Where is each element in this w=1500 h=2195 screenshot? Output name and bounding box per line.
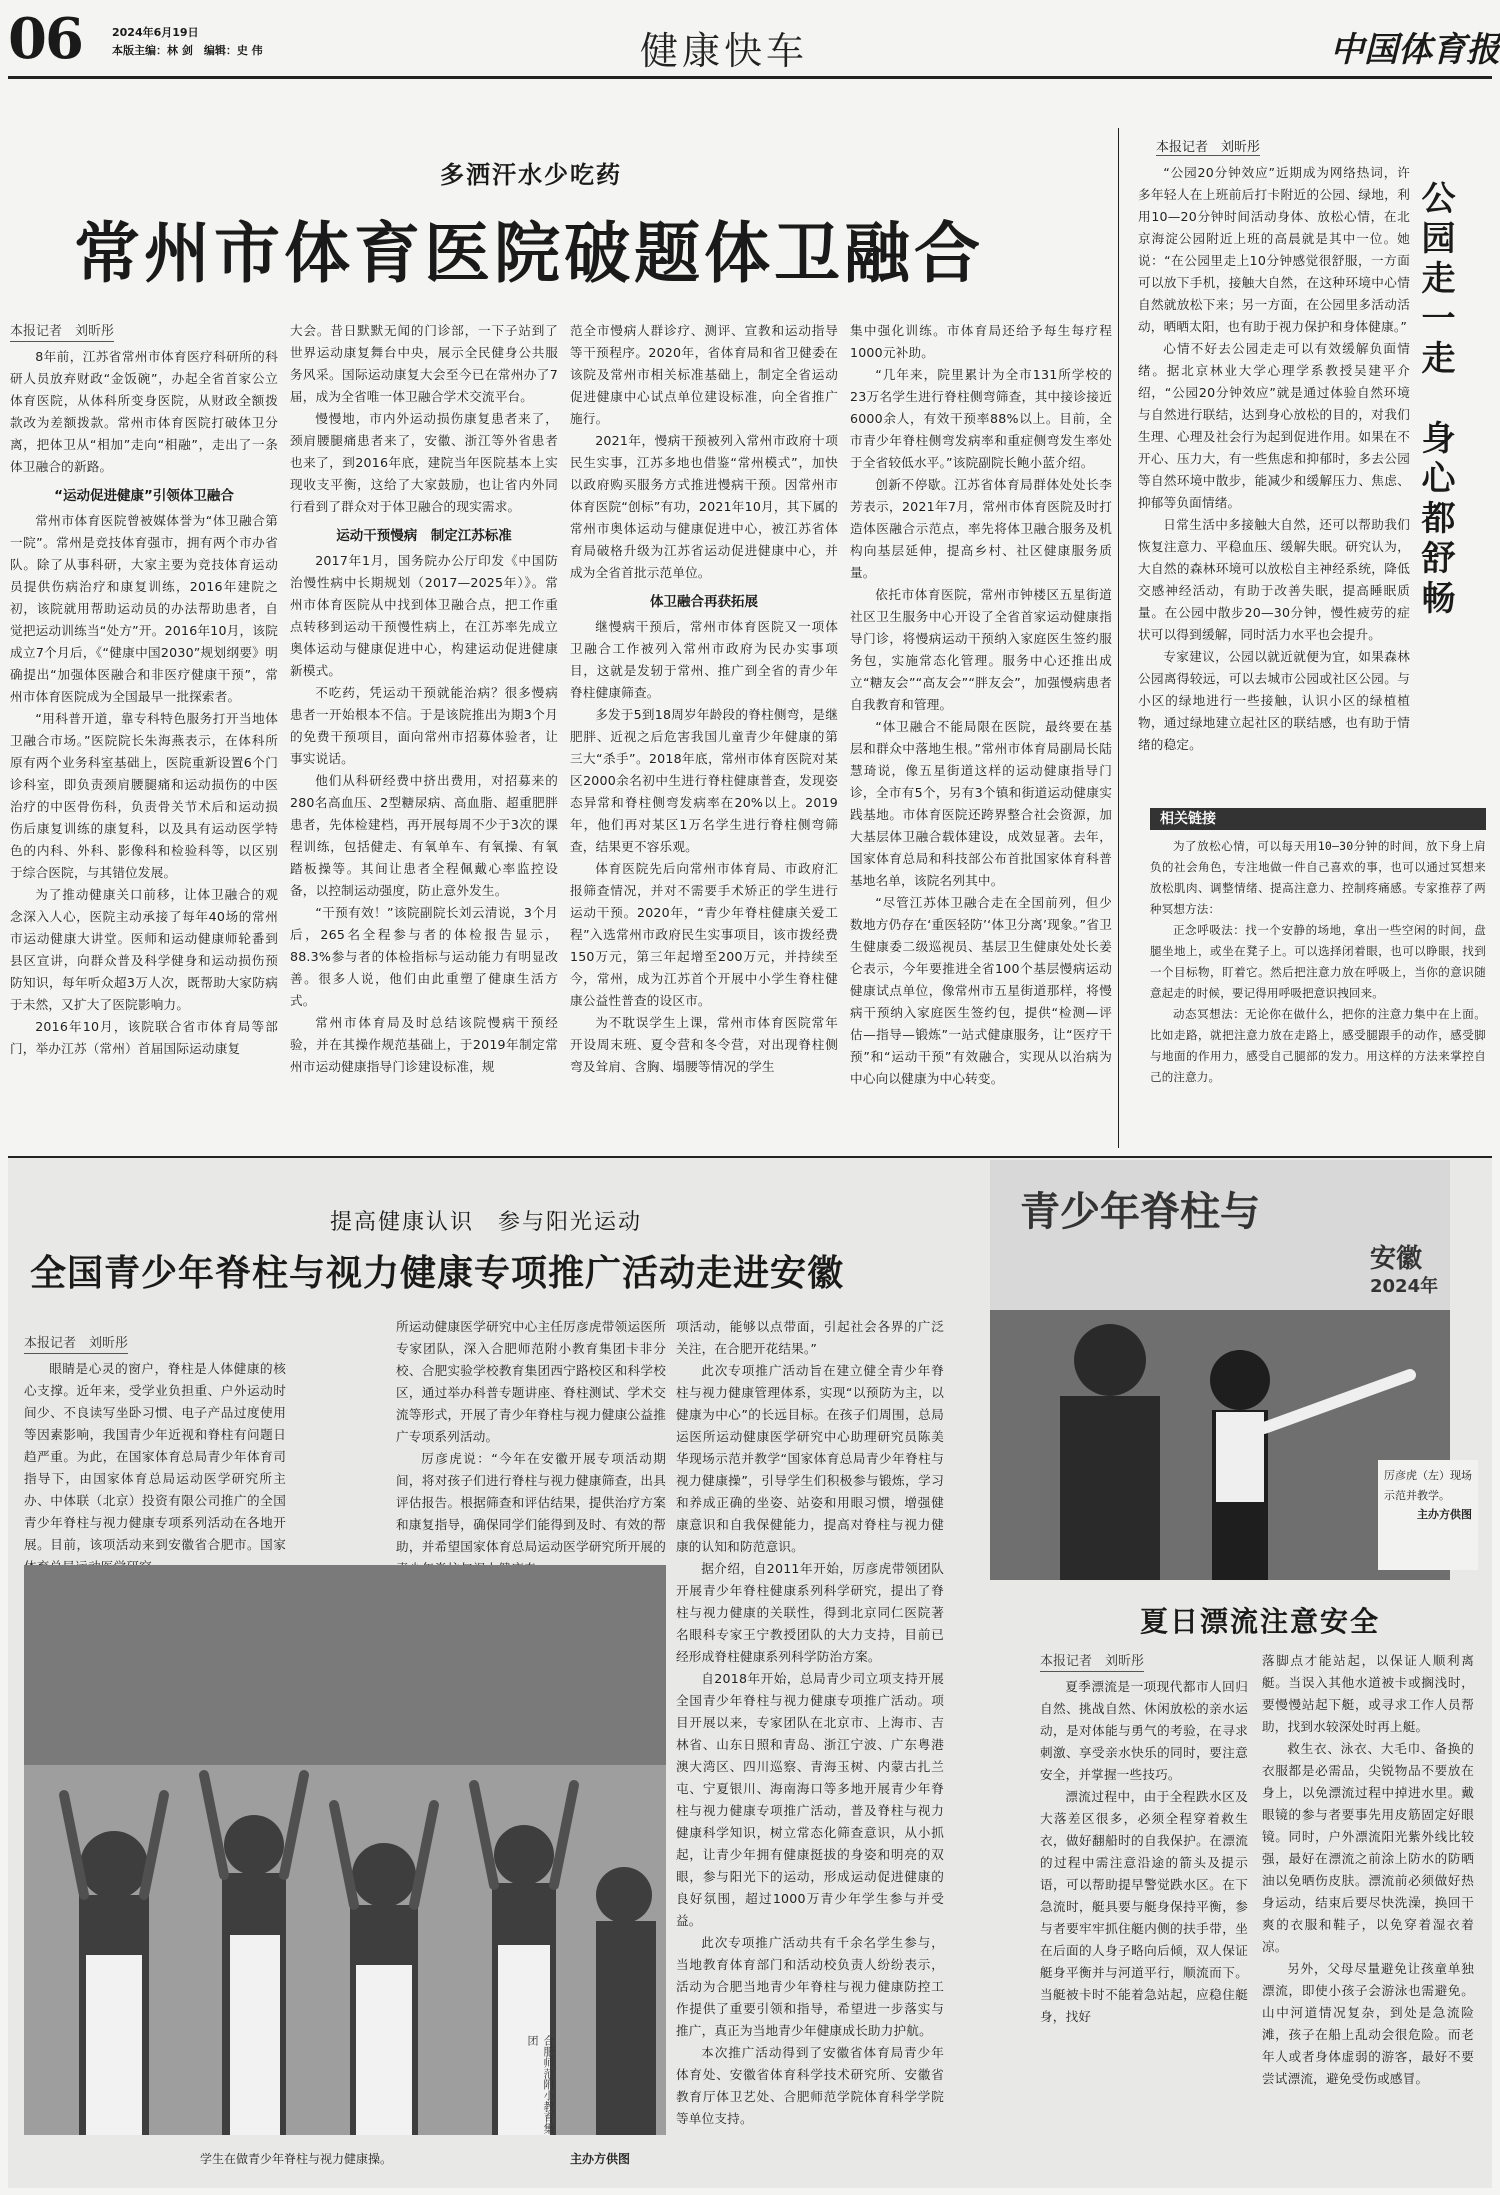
article1-col4 (850, 320, 1112, 1150)
paragraph: 大会。昔日默默无闻的门诊部，一下子站到了世界运动康复舞台中央，展示全民健身公共服务风采。国际运动康复大会至今已在常州办了7届，成为全省唯一体卫融合学术交流平台。 (290, 323, 558, 404)
article1-col1 (10, 320, 278, 1150)
paragraph: 2017年1月，国务院办公厅印发《中国防治慢性病中长期规划（2017—2025年）》。常州市体育医院从中找到体卫融合点，把工作重点转移到运动干预慢性病上，在江苏率先成立奥体运动与健康促进中心，构建运动促进健康新模式。 (290, 553, 558, 678)
paragraph: 依托市体育医院，常州市钟楼区五星街道社区卫生服务中心开设了全省首家运动健康指导门诊，将慢病运动干预纳入家庭医生签约服务包，实施常态化管理。服务中心还推出成立“糖友会”“高友会”“胖友会”，加强慢病患者自我教育和管理。 (850, 587, 1112, 712)
sidebar-byline: 本报记者 刘昕彤 (1156, 136, 1260, 156)
article1-col3 (570, 320, 838, 1150)
paragraph: 自2018年开始，总局青少司立项支持开展全国青少年脊柱与视力健康专项推广活动。项目开展以来，专家团队在北京市、上海市、吉林省、山东日照和青岛、浙江宁波、广东粤港澳大湾区、四川巡察、青海玉树、内蒙古扎兰屯、宁夏银川、海南海口等多地开展青少年脊柱与视力健康专项推广活动，普及脊柱与视力健康科学知识，树立常态化筛查意识，从小抓起，让青少年拥有健康挺拔的身姿和明亮的双眼，参与阳光下的运动，形成运动促进健康的良好氛围，超过1000万青少年学生参与并受益。 (676, 1671, 944, 1928)
subheading: “运动促进健康”引领体卫融合 (54, 488, 234, 504)
photo2-credit: 主办方供图 (1417, 1508, 1472, 1521)
sidebar-divider (1118, 128, 1119, 1148)
paragraph: 正念呼吸法：找一个安静的场地，拿出一些空闲的时间，盘腿坐地上，或坐在凳子上。可以选择闭着眼，也可以睁眼，找到一个目标物，盯着它。然后把注意力放在呼吸上，当你的意识随意起走的时候，要记得用呼吸把意识拽回来。 (1150, 923, 1486, 1000)
paragraph: “公园20分钟效应”近期成为网络热词，许多年轻人在上班前后打卡附近的公园、绿地，利用10—20分钟时间活动身体、放松心情，在北京海淀公园附近上班的高晨就是其中一位。她说：“在公园里走上10分钟感觉很舒服，一方面可以放下手机，接触大自然，在这种环境中心情自然就放松下来；另一方面，在公园里多活动活动，晒晒太阳，也有助于视力保护和身体健康。” (1138, 165, 1410, 334)
banner-province: 安徽 (1370, 1244, 1423, 1274)
article2-kicker: 提高健康认识 参与阳光运动 (330, 1210, 643, 1235)
paragraph: 2021年，慢病干预被列入常州市政府十项民生实事，江苏多地也借鉴“常州模式”，加快以政府购买服务方式推进慢病干预。因常州市体育医院“创标”有功，2021年10月，其下属的常州市奥体运动与健康促进中心，被江苏省体育局破格升级为江苏省运动促进健康中心，并成为全省首批示范单位。 (570, 433, 838, 580)
banner-text: 青少年脊柱与 (1020, 1189, 1260, 1235)
paragraph: “几年来，院里累计为全市131所学校的23万名学生进行脊柱侧弯筛查，其中接诊接近6000余人，有效干预率88%以上。目前，全市青少年脊柱侧弯发病率和重症侧弯发生率处于全省较低水平。”该院副院长鲍小蓝介绍。 (850, 367, 1112, 470)
article3-byline: 本报记者 刘昕彤 (1040, 1650, 1144, 1672)
article3-col2 (1262, 1650, 1474, 2190)
paragraph: 为了推动健康关口前移，让体卫融合的观念深入人心，医院主动承接了每年40场的常州市运动健康大讲堂。医师和运动健康师轮番到县区宣讲，向群众普及科学健身和运动损伤预防知识，每年听众超3万人次，既帮助大家防病于未然，又扩大了医院影响力。 (10, 887, 278, 1012)
page-number: 06 (8, 6, 82, 72)
article1-kicker: 多洒汗水少吃药 (440, 161, 622, 189)
article3-col1 (1040, 1650, 1248, 2190)
paragraph: 慢慢地，市内外运动损伤康复患者来了，颈肩腰腿痛患者来了，安徽、浙江等外省患者也来了，到2016年底，建院当年医院基本上实现收支平衡，这给了大家鼓励，也让省内外同行看到了群众对于体卫融合的现实需求。 (290, 411, 558, 514)
paragraph: 常州市体育局及时总结该院慢病干预经验，并在其操作规范基础上，于2019年制定常州市运动健康指导门诊建设标准，规 (290, 1015, 558, 1074)
paragraph: 为不耽误学生上课，常州市体育医院常年开设周末班、夏令营和冬令营，对出现脊柱侧弯及耸肩、含胸、塌腰等情况的学生 (570, 1015, 838, 1074)
links-body (1150, 836, 1486, 1148)
paragraph: 眼睛是心灵的窗户，脊柱是人体健康的核心支撑。近年来，受学业负担重、户外运动时间少、不良读写坐卧习惯、电子产品过度使用等因素影响，我国青少年近视和脊柱有问题日趋严重。为此，在国家体育总局青少年体育司指导下，由国家体育总局运动医学研究所主办、中体联（北京）投资有限公司推广的全国青少年脊柱与视力健康专项系列活动在各地开展。目前，该项活动来到安徽省合肥市。国家 (24, 1361, 286, 1552)
paragraph: 范全市慢病人群诊疗、测评、宣教和运动指导等干预程序。2020年，省体育局和省卫健委在该院及常州市相关标准基础上，制定全省运动促进健康中心试点单位建设标准，向全省推广施行。 (570, 323, 838, 426)
shirt-lettering: 合肥师范附小教育集团 (526, 2035, 555, 2134)
article1-headline: 常州市体育医院破题体卫融合 (74, 215, 984, 292)
section-title: 健康快车 (640, 29, 809, 73)
paragraph: 2016年10月，该院联合省市体育局等部门，举办江苏（常州）首届国际运动康复 (10, 1019, 278, 1056)
paragraph: 心情不好去公园走走可以有效缓解负面情绪。据北京林业大学心理学系教授吴建平介绍，“公园20分钟效应”就是通过体验自然环境与自然进行联结，达到身心放松的目的，对我们生理、心理及社会行为起到促进作用。如果在不开心、压力大，有一些焦虑和抑郁时，多去公园等自然环境中散步，能减少和缓解压力、焦虑、抑郁等负面情绪。 (1138, 341, 1410, 510)
students-exercise-photo (24, 1565, 666, 2135)
photo-illustration (24, 1565, 666, 2135)
article1-byline: 本报记者 刘昕彤 (10, 320, 114, 342)
article1-col2 (290, 320, 558, 1150)
paragraph: 日常生活中多接触大自然，还可以帮助我们恢复注意力、平稳血压、缓解失眠。研究认为，大自然的森林环境可以放松自主神经系统，降低交感神经活动，有助于改善失眠，提高睡眠质量。在公园中散步20—30分钟，慢性疲劳的症状可以得到缓解，同时活力水平也会提升。 (1138, 517, 1410, 642)
photo-caption: 学生在做青少年脊柱与视力健康操。 (200, 2152, 393, 2166)
paragraph: 不吃药，凭运动干预就能治病？很多慢病患者一开始根本不信。于是该院推出为期3个月的免费干预项目，面向常州市招募体验者，让事实说话。 (290, 685, 558, 766)
masthead-rule (8, 76, 1492, 79)
paragraph: 创新不停歇。江苏省体育局群体处处长李芳表示，2021年7月，常州市体育医院及时打造体医融合示范点，率先将体卫融合服务及机构向基层延伸，提高乡村、社区健康服务质量。 (850, 477, 1112, 580)
paper-name: 中国体育报 (1330, 30, 1500, 70)
paragraph: 厉彦虎说：“今年在安徽开展专项活动期间，将对孩子们进行脊柱与视力健康筛查，出具评估报告。根据筛查和评估结果，提供治疗方案和康复指导，确保同学们能得到及时、有效的帮助，并希望国家体育总局运动医学研究所开展的 (396, 1451, 666, 1554)
paragraph: 救生衣、泳衣、大毛巾、备换的衣服都是必需品，尖锐物品不要放在身上，以免漂流过程中掉进水里。戴眼镜的参与者要事先用皮筋固定好眼镜。同时，户外漂流阳光紫外线比较强，最好在漂流之前涂上防水的防晒油以免晒伤皮肤。漂流前必须做好热身运动，结束后要尽快洗澡，换回干爽的衣服和鞋子，以免穿着湿衣着凉。 (1262, 1741, 1474, 1954)
paragraph: 漂流过程中，由于全程跌水区及大落差区很多，必须全程穿着救生衣，做好翻船时的自我保护。在漂流的过程中需注意沿途的箭头及提示语，可以帮助提早警觉跌水区。在下急流时，艇具要与艇身保持平衡，参与者要牢牢抓住艇内侧的扶手带，坐在后面的人身子略向后倾，双人保证艇身平衡并与河道平行，顺流而下。当艇被卡时不能着急站起，应稳住艇身，找好 (1040, 1789, 1248, 2024)
article2-col2 (396, 1316, 666, 1572)
article2-byline: 本报记者 刘昕彤 (24, 1332, 128, 1354)
paragraph: “用科普开道，靠专科特色服务打开当地体卫融合市场。”医院院长朱海燕表示，在体科所原有两个业务科室基础上，医院重新设置6个门诊科室，即负责颈肩腰腿痛和运动损伤的中医治疗的中医骨伤科，负责骨关节术后和运动损伤后康复训练的康复科，以及具有运动医学特色的内科、外科、影像科和检验科等，以区别于综合医院，与其错位发展。 (10, 711, 278, 880)
paragraph: “干预有效！”该院副院长刘云清说，3个月后，265名全程参与者的体检报告显示，88.3%参与者的体检指标与运动能力有明显改善。很多人说，他们由此重塑了健康生活方式。 (290, 905, 558, 1008)
issue-date: 2024年6月19日 (112, 26, 199, 39)
paragraph: 继慢病干预后，常州市体育医院又一项体卫融合工作被列入常州市政府为民办实事项目，这就是发轫于常州、推广到全省的青少年脊柱健康筛查。 (570, 619, 838, 700)
subheading: 体卫融合再获拓展 (650, 594, 758, 610)
paragraph: 本次推广活动得到了安徽省体育局青少年体育处、安徽省体育科学技术研究所、安徽省教育厅体卫艺处、合肥师范学院体育科学学院等单位支持。 (676, 2045, 944, 2126)
photo-credit: 主办方供图 (570, 2152, 631, 2166)
paragraph: 另外，父母尽量避免让孩童单独漂流，即使小孩子会游泳也需避免。山中河道情况复杂，到处是急流险滩，孩子在船上乱动会很危险。而老年人或者身体虚弱的游客，最好不要尝试漂流，避免受伤或感冒。 (1262, 1961, 1474, 2086)
paragraph: 项活动，能够以点带面，引起社会各界的广泛关注，在合肥开花结果。” (676, 1319, 944, 1356)
article2-col1 (24, 1332, 286, 1572)
paragraph: 动态冥想法：无论你在做什么，把你的注意力集中在上面。比如走路，就把注意力放在走路上，感受腿跟手的动作，感受脚与地面的作用力，感受自己腿部的发力。用这样的方法来掌控自己的注意力。 (1150, 1007, 1486, 1084)
paragraph: 据介绍，自2011年开始，厉彦虎带领团队开展青少年脊柱健康系列科学研究，提出了脊柱与视力健康的关联性，得到北京同仁医院著名眼科专家王宁教授团队的大力支持，目前已经形成脊柱健康系列科学防治方案。 (676, 1561, 944, 1664)
paragraph: 8年前，江苏省常州市体育医疗科研所的科研人员放弃财政“金饭碗”，办起全省首家公立体育医院，从体科所变身医院，从财政全额拨款改为差额拨款。常州市体育医院打破体卫分离，把体卫从“相加”走向“相融”，走出了一条体卫融合的新路。 (10, 349, 278, 474)
paragraph: “体卫融合不能局限在医院，最终要在基层和群众中落地生根。”常州市体育局副局长陆慧琦说，像五星街道这样的运动健康指导门诊，全市有5个，另有3个镇和街道运动健康实践基地。市体育医院还跨界整合社会资源，加大基层体卫融合载体建设，成效显著。去年，国家体育总局和科技部公布首批国家体育科普基地名单，该院名列其中。 (850, 719, 1112, 888)
paragraph: 此次专项推广活动共有千余名学生参与，当地教育体育部门和活动校负责人纷纷表示，活动为合肥当地青少年脊柱与视力健康防控工作提供了重要引领和指导，希望进一步落实与推广，真正为当地青少年健康成长助力护航。 (676, 1935, 944, 2038)
paragraph: 为了放松心情，可以每天用10—30分钟的时间，放下身上肩负的社会角色，专注地做一件自己喜欢的事，也可以通过冥想来放松肌肉、调整情绪、提高注意力、控制疼痛感。专家推荐了两种冥想方法： (1150, 839, 1486, 916)
paragraph: 集中强化训练。市体育局还给予每生每疗程1000元补助。 (850, 323, 1112, 360)
paragraph: 此次专项推广活动旨在建立健全青少年脊柱与视力健康管理体系，实现“以预防为主，以健康为中心”的长远目标。在孩子们周围，总局运医所运动健康医学研究中心助理研究员陈美华现场示范并教学“国家体育总局青少年脊柱与视力健康操”，引导学生们积极参与锻炼，学习和养成正确的坐姿、站姿和用眼习惯，增强健康意识和自我保健能力，提高对脊柱与视力健康的认知和防范意识。 (676, 1363, 944, 1554)
paragraph: 多发于5到18周岁年龄段的脊柱侧弯，是继肥胖、近视之后危害我国儿童青少年健康的第三大“杀手”。2018年底，常州市体育医院对某区2000余名初中生进行脊柱健康普查，发现姿态异常和脊柱侧弯发病率在20%以上。2019年，他们再对某区1万名学生进行脊柱侧弯筛查，结果更不容乐观。 (570, 707, 838, 854)
paragraph: 他们从科研经费中挤出费用，对招募来的280名高血压、2型糖尿病、高血脂、超重肥胖患者，先体检建档，再开展每周不少于3次的课程训练，包括健走、有氧单车、有氧操、有氧踏板操等。其间让患者全程佩戴心率监控设备，以控制运动强度，防止意外发生。 (290, 773, 558, 898)
paragraph: 落脚点才能站起，以保证人顺利离艇。当误入其他水道被卡或搁浅时，要慢慢站起下艇，或寻求工作人员帮助，找到水较深处时再上艇。 (1262, 1653, 1474, 1734)
links-heading-bar (1150, 808, 1486, 830)
links-heading: 相关链接 (1160, 811, 1216, 827)
editors-line: 本版主编：林 剑 编辑：史 伟 (112, 44, 263, 57)
photo2-caption: 厉彦虎（左）现场示范并教学。 (1384, 1469, 1472, 1502)
article3-headline: 夏日漂流注意安全 (1140, 1605, 1381, 1638)
sidebar-title: 公园走一走 身心都舒畅 (1415, 180, 1455, 620)
paragraph: 专家建议，公园以就近就便为宜，如果森林公园离得较远，可以去城市公园或社区公园。与小区的绿地进行一些接触，认识小区的绿植植物，通过绿地建立起社区的联结感，也有助于情绪的稳定。 (1138, 649, 1410, 752)
paragraph: 所运动健康医学研究中心主任厉彦虎带领运医所专家团队，深入合肥师范附小教育集团卡非分校、合肥实验学校教育集团西宁路校区和科学校区，通过举办科普专题讲座、脊柱测试、学术交流等形式，开展了青少年脊柱与视力健康公益推广专项系列活动。 (396, 1319, 666, 1444)
sidebar-body (1138, 162, 1410, 802)
photo2-caption-box (1378, 1460, 1478, 1570)
article2-headline: 全国青少年脊柱与视力健康专项推广活动走进安徽 (30, 1252, 845, 1294)
article2-col3 (676, 1316, 944, 2186)
paragraph: 体育医院先后向常州市体育局、市政府汇报筛查情况，并对不需要手术矫正的学生进行运动干预。2020年，“青少年脊柱健康关爱工程”入选常州市政府民生实事项目，该市拨经费150万元，第三年起增至200万元，并持续至今，常州，成为江苏首个开展中小学生脊柱健康公益性普查的设区市。 (570, 861, 838, 1008)
banner-year: 2024年 (1370, 1276, 1439, 1297)
paragraph: 常州市体育医院曾被媒体誉为“体卫融合第一院”。常州是竞技体育强市，拥有两个市办省队。除了从事科研，大家主要为竞技体育运动员提供伤病治疗和康复训练，2016年建院之初，该院就用帮助运动员的办法帮助患者，自觉把运动训练当“处方”开。2016年10月，该院成立7个月后，《“健康中国2030”规划纲要》明确提出“加强体医融合和非医疗健康干预”，常州市体育医院成为全国最早一批探索者。 (10, 513, 278, 704)
paragraph: “尽管江苏体卫融合走在全国前列，但少数地方仍存在‘重医轻防’‘体卫分离’现象。”省卫生健康委二级巡视员、基层卫生健康处处长姜仑表示，今年要推进全省100个基层慢病运动健康试点单位，像常州市五星街道那样，将慢病干预纳入家庭医生签约包，提供“检测—评估—指导—锻炼”一站式健康服务，让“医疗干预”和“运动干预”有效融合，实现从以治病为中心向以健康为中心转变。 (850, 895, 1112, 1086)
subheading: 运动干预慢病 制定江苏标准 (336, 528, 512, 544)
paragraph: 夏季漂流是一项现代都市人回归自然、挑战自然、休闲放松的亲水运动，是对体能与勇气的考验，在寻求刺激、享受亲水快乐的同时，要注意安全，并掌握一些技巧。 (1040, 1679, 1248, 1782)
